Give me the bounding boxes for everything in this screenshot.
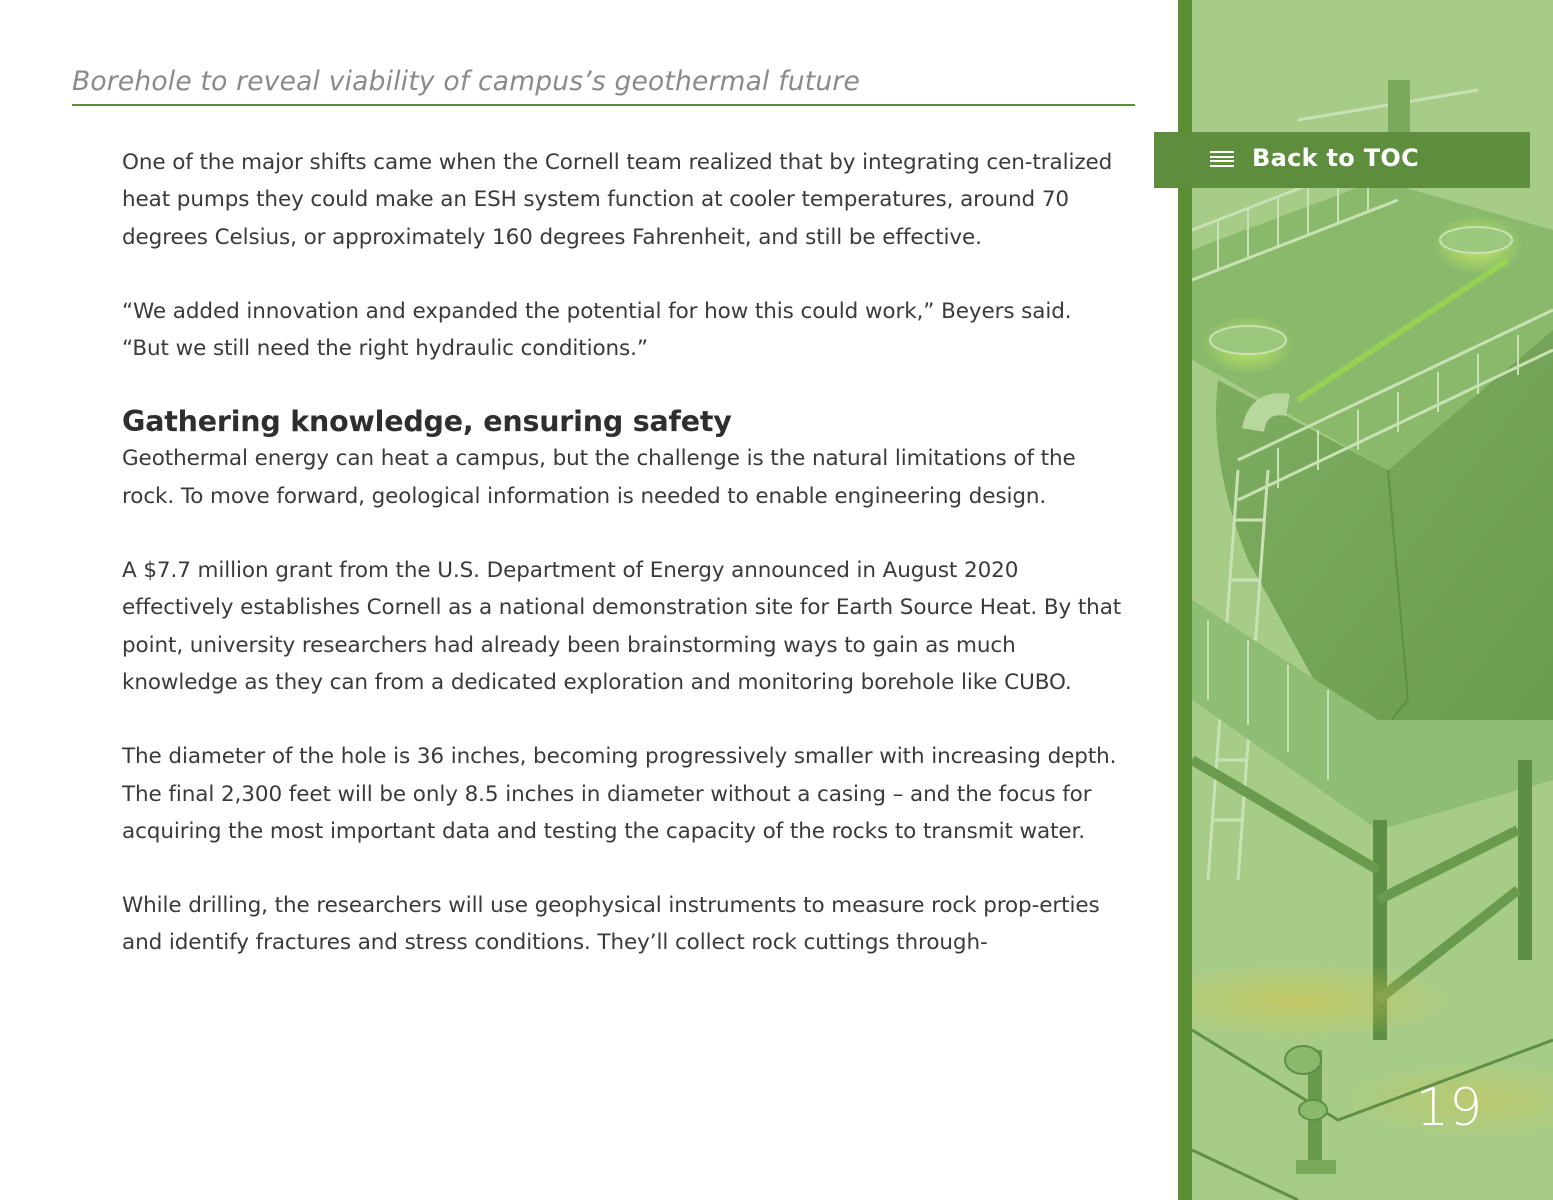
back-to-toc-label: Back to TOC	[1252, 144, 1420, 172]
paragraph: Geothermal energy can heat a campus, but the challenge is the natural limitations of the rock. To move forward, geological information is needed to enable engineering design.	[122, 446, 1076, 509]
running-head-title: Borehole to reveal viability of campus’s geothermal future	[72, 66, 860, 97]
paragraph: The diameter of the hole is 36 inches, becoming progressively smaller with increasing depth. The final 2,300 feet will be only 8.5 inches in diameter without a casing – and the focus for acquiring the most important data and testing the capacity of the rocks to transmit water.	[122, 744, 1117, 844]
back-to-toc-button[interactable]	[1154, 132, 1530, 188]
paragraph: “We added innovation and expanded the potential for how this could work,” Beyers said. “But we still need the right hydraulic conditions.”	[122, 298, 1072, 362]
running-head	[72, 60, 1135, 106]
list-icon	[1210, 151, 1234, 169]
paragraph: A $7.7 million grant from the U.S. Department of Energy announced in August 2020 effectively establishes Cornell as a national demonstration site for Earth Source Heat. By that point, university researchers had already been brainstorming ways to gain as much knowledge as they can from a dedicated exploration and monitoring borehole like CUBO.	[122, 558, 1122, 695]
page-number: 19	[1416, 1078, 1483, 1138]
section-heading: Gathering knowledge, ensuring safety	[122, 405, 732, 439]
paragraph: One of the major shifts came when the Cornell team realized that by integrating cen-tralized heat pumps they could make an ESH system function at cooler temperatures, around 70 degrees Celsius, or approximately 160 degrees Fahrenheit, and still be effective.	[122, 150, 1113, 250]
article-body	[122, 144, 1122, 962]
paragraph: While drilling, the researchers will use geophysical instruments to measure rock prop-erties and identify fractures and stress conditions. They’ll collect rock cuttings through-	[122, 893, 1100, 956]
